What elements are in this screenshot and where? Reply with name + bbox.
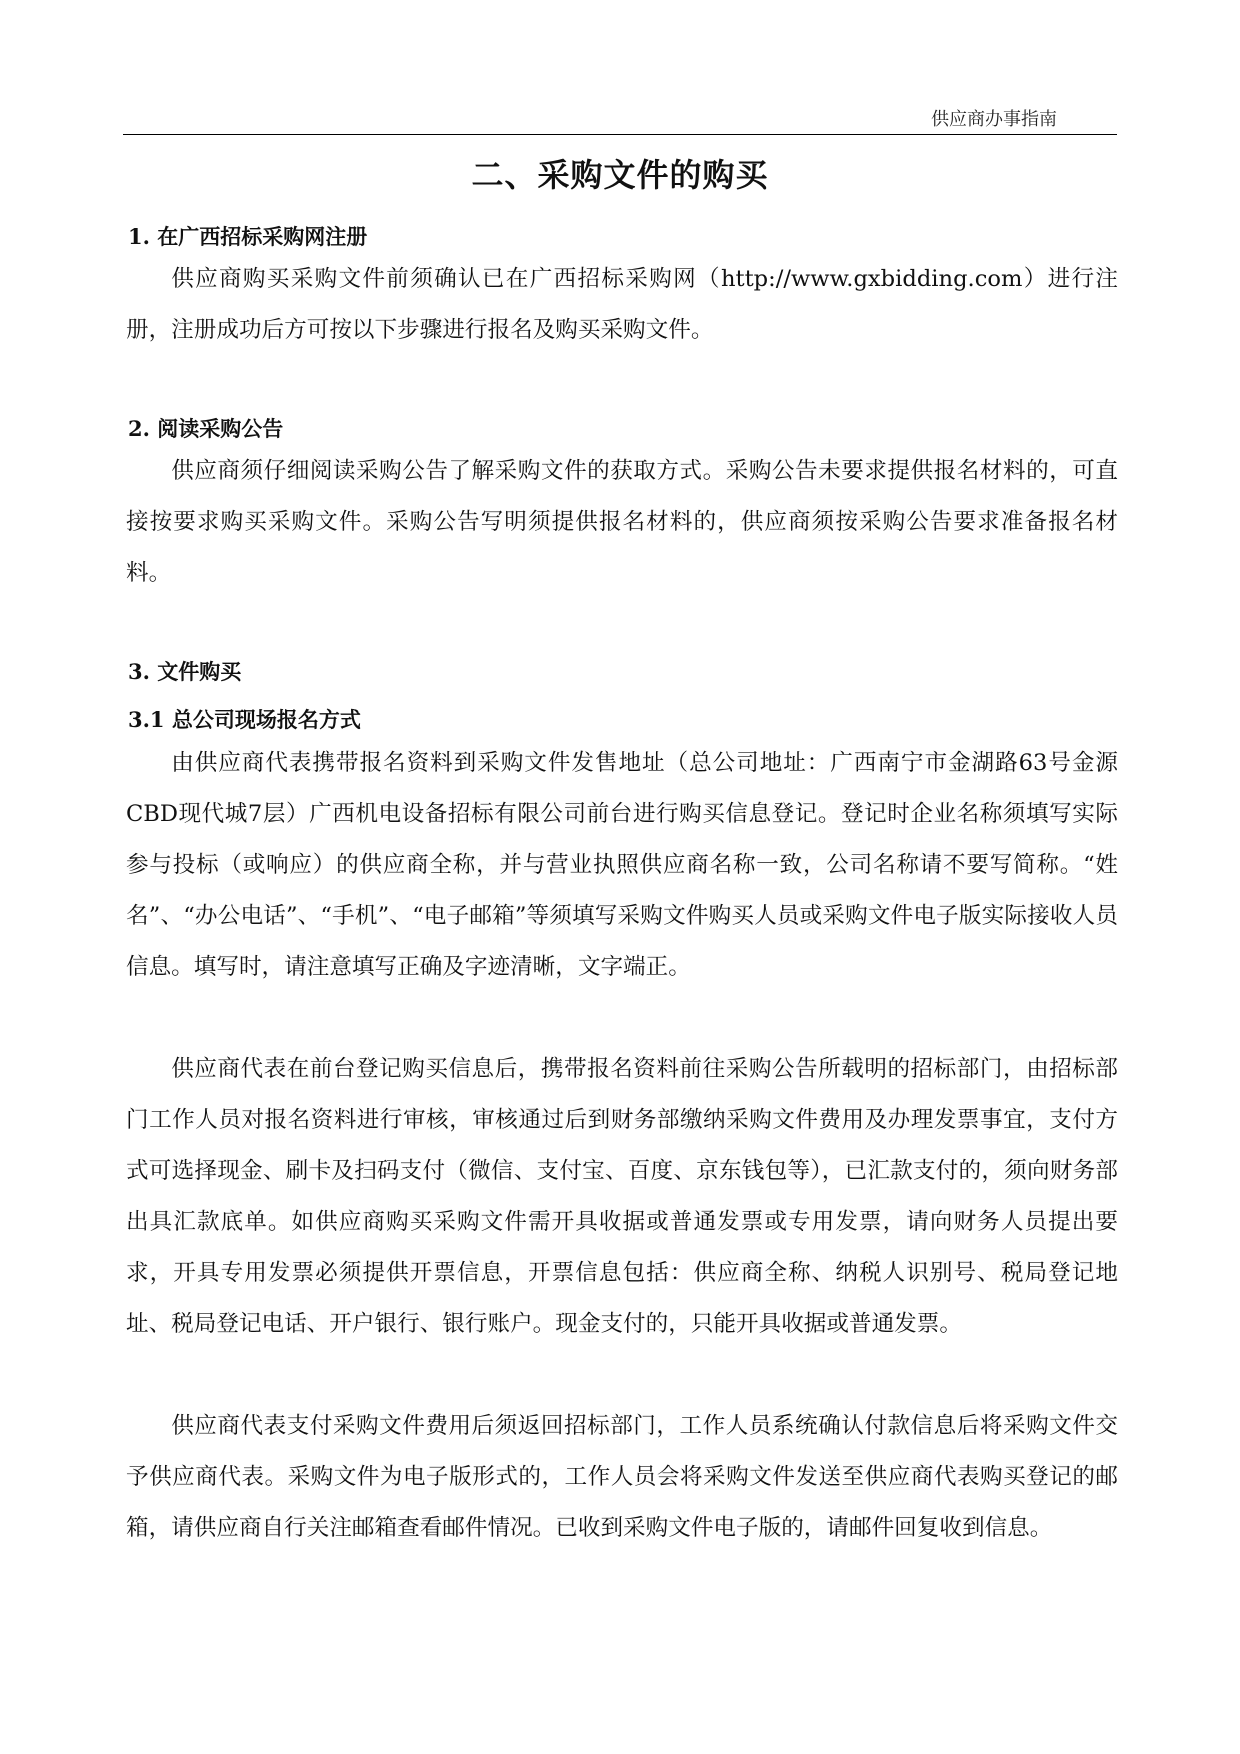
section-heading-2: 2. 阅读采购公告	[128, 416, 284, 441]
document-title: 二、采购文件的购买	[471, 156, 769, 194]
subsection-3-1-paragraph-2: 供应商代表在前台登记购买信息后，携带报名资料前往采购公告所载明的招标部门，由招标部门工作人员对报名资料进行审核，审核通过后到财务部缴纳采购文件费用及办理发票事宜，支付方式可选择现金、刷卡及扫码支付（微信、支付宝、百度、京东钱包等），已汇款支付的，须向财务部出具汇款底单。如供应商购买采购文件需开具收据或普通发票或专用发票，请向财务人员提出要求，开具专用发票必须提供开票信息，开票信息包括：供应商全称、纳税人识别号、税局登记地址、税局登记电话、开户银行、银行账户。现金支付的，只能开具收据或普通发票。	[126, 1056, 1118, 1337]
section-1-paragraph: 供应商购买采购文件前须确认已在广西招标采购网（http://www.gxbidding.com）进行注册，注册成功后方可按以下步骤进行报名及购买采购文件。	[126, 266, 1118, 343]
subsection-heading-3-1: 3.1 总公司现场报名方式	[128, 707, 361, 732]
section-heading-3: 3. 文件购买	[128, 659, 242, 684]
running-header-title: 供应商办事指南	[931, 109, 1057, 130]
section-heading-1: 1. 在广西招标采购网注册	[128, 224, 368, 249]
section-2-paragraph: 供应商须仔细阅读采购公告了解采购文件的获取方式。采购公告未要求提供报名材料的，可直接按要求购买采购文件。采购公告写明须提供报名材料的，供应商须按采购公告要求准备报名材料。	[126, 458, 1118, 586]
subsection-3-1-paragraph-3: 供应商代表支付采购文件费用后须返回招标部门，工作人员系统确认付款信息后将采购文件交予供应商代表。采购文件为电子版形式的，工作人员会将采购文件发送至供应商代表购买登记的邮箱，请供应商自行关注邮箱查看邮件情况。已收到采购文件电子版的，请邮件回复收到信息。	[126, 1413, 1118, 1541]
running-header	[123, 102, 1117, 135]
subsection-3-1-paragraph-1: 由供应商代表携带报名资料到采购文件发售地址（总公司地址：广西南宁市金湖路63号金源CBD现代城7层）广西机电设备招标有限公司前台进行购买信息登记。登记时企业名称须填写实际参与投标（或响应）的供应商全称，并与营业执照供应商名称一致，公司名称请不要写简称。“姓名”、“办公电话”、“手机”、“电子邮箱”等须填写采购文件购买人员或采购文件电子版实际接收人员信息。填写时，请注意填写正确及字迹清晰，文字端正。	[126, 750, 1118, 980]
